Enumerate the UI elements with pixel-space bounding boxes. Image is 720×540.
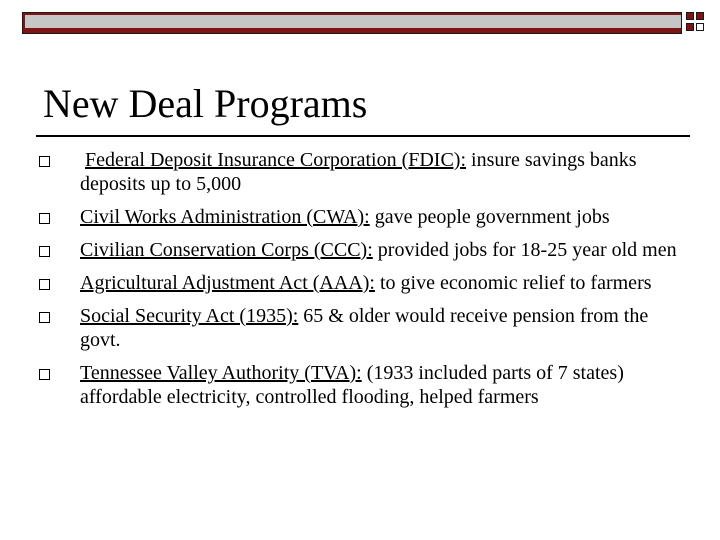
square-bullet-icon — [39, 156, 50, 167]
top-bar-highlight — [25, 15, 681, 28]
program-description: to give economic relief to farmers — [374, 272, 652, 294]
title-divider — [36, 135, 690, 137]
program-description: gave people government jobs — [369, 206, 610, 228]
program-name: Tennessee Valley Authority (TVA): — [80, 362, 362, 384]
square-bullet-icon — [39, 213, 50, 224]
corner-square — [686, 23, 694, 31]
program-name: Civilian Conservation Corps (CCC): — [80, 239, 373, 261]
bullet-item-aaa — [38, 271, 688, 295]
program-name: Civil Works Administration (CWA): — [80, 206, 370, 228]
program-description: provided jobs for 18-25 year old men — [372, 239, 677, 261]
square-bullet-icon — [39, 312, 50, 323]
program-description: (1933 included parts of 7 states) affordable electricity, controlled flooding, helped farmers — [80, 362, 624, 408]
bullet-item-tva — [38, 361, 688, 409]
bullet-item-ccc — [38, 238, 688, 262]
program-name: Social Security Act (1935): — [80, 305, 299, 327]
corner-square — [696, 23, 704, 31]
program-description: insure savings banks deposits up to 5,000 — [80, 149, 637, 195]
program-name: Agricultural Adjustment Act (AAA): — [80, 272, 375, 294]
square-bullet-icon — [39, 369, 50, 380]
bullet-item-fdic — [38, 148, 688, 196]
square-bullet-icon — [39, 246, 50, 257]
program-description: 65 & older would receive pension from the govt. — [80, 305, 649, 351]
corner-square — [696, 12, 704, 20]
program-name: Federal Deposit Insurance Corporation (FDIC): — [85, 149, 467, 171]
square-bullet-icon — [39, 279, 50, 290]
bullet-item-cwa — [38, 205, 688, 229]
corner-square — [686, 12, 694, 20]
top-decorative-bar — [22, 12, 682, 34]
bullet-item-ssa — [38, 304, 688, 352]
slide-title: New Deal Programs — [43, 81, 368, 126]
corner-squares-decoration — [686, 12, 706, 36]
bullet-list — [38, 148, 688, 418]
